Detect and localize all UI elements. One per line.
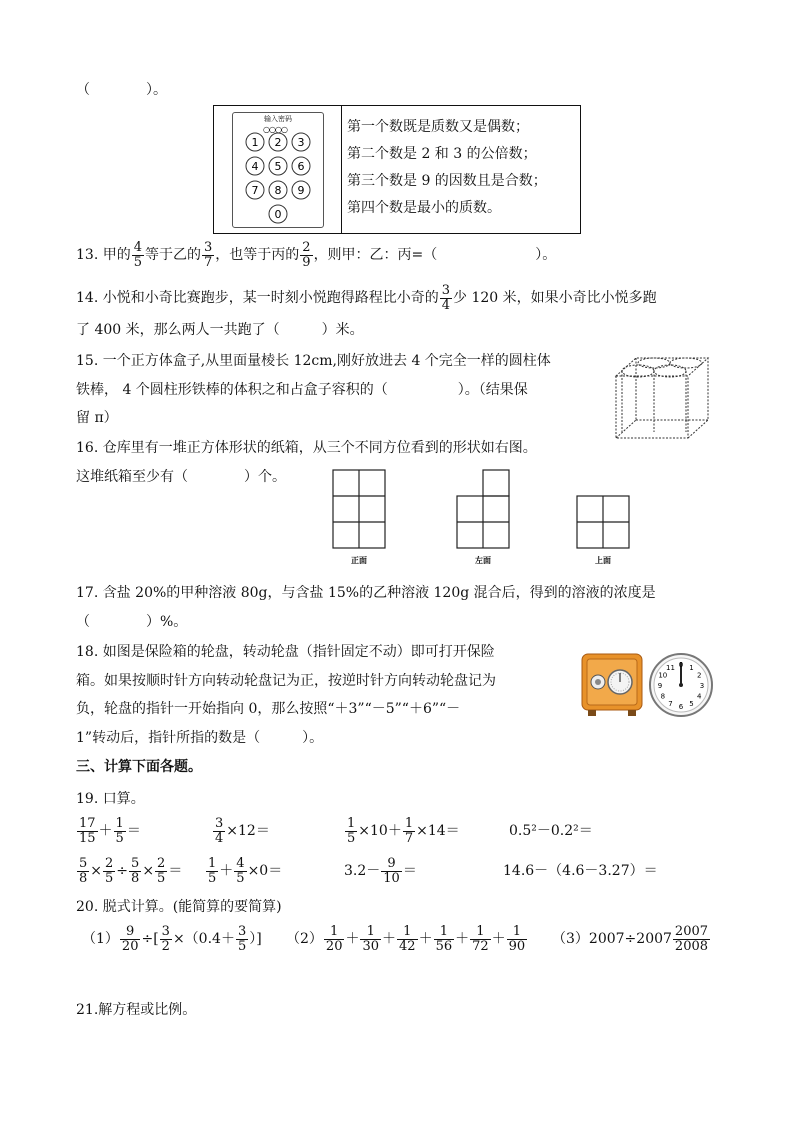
keypad-key-label: 2 <box>274 136 282 149</box>
keypad-key-label: 6 <box>297 160 305 173</box>
cube-cylinders-figure <box>608 352 716 444</box>
question-17-line1: 17. 含盐 20%的甲种溶液 80g，与含盐 15%的乙种溶液 120g 混合后，得到的溶液的浓度是 <box>76 585 656 601</box>
question-15-line2: 铁棒， 4 个圆柱形铁棒的体积之和占盒子容积的（ ）。（结果保 <box>76 382 528 398</box>
dial-number: 11 <box>666 663 675 672</box>
keypad-dots: ○○○○ <box>263 125 287 134</box>
keypad-key-label: 5 <box>274 160 282 173</box>
question-15-line3: 留 π） <box>76 410 118 426</box>
q20-part3: （3）2007÷2007 $\frac{2007}{2008}$ <box>552 923 709 954</box>
keypad-figure <box>213 105 581 234</box>
question-18-line4: 1”转动后，指针所指的数是（ ）。 <box>76 730 324 746</box>
clue-1: 第一个数既是质数又是偶数； <box>347 119 529 135</box>
keypad-key-label: 9 <box>297 184 305 197</box>
q19-r1c2: $\frac{3}{4}$ ×12＝ <box>215 815 270 846</box>
dial-number: 0 <box>678 661 684 669</box>
dial-number: 10 <box>658 671 668 680</box>
question-21-title: 21.解方程或比例。 <box>76 1002 197 1018</box>
dial-number: 5 <box>689 700 694 709</box>
dial-number: 3 <box>699 682 705 690</box>
view-label-left: 左面 <box>475 556 491 565</box>
q19-r2c4: 14.6－（4.6－3.27）＝ <box>503 863 658 879</box>
clue-4: 第四个数是最小的质数。 <box>347 200 501 216</box>
clue-3: 第三个数是 9 的因数且是合数； <box>347 173 547 189</box>
question-18-line1: 18. 如图是保险箱的轮盘，转动轮盘（指针固定不动）即可打开保险 <box>76 644 495 660</box>
dial-number: 2 <box>696 671 702 680</box>
q19-r2c2: $\frac{1}{5}$ ＋ $\frac{4}{5}$ ×0＝ <box>208 855 283 886</box>
q19-r2c3: 3.2－ $\frac{9}{10}$ ＝ <box>344 855 417 886</box>
dial-number: 1 <box>689 663 694 672</box>
safe-image <box>580 650 646 718</box>
section-3-title: 三、计算下面各题。 <box>76 759 202 775</box>
keypad-key-label: 4 <box>251 160 259 173</box>
question-14-line2: 了 400 米，那么两人一共跑了（ ）米。 <box>76 322 364 338</box>
q20-part1: （1） $\frac{9}{20}$ ÷[ $\frac{3}{2}$ ×（0.4＋ $\frac{3}{5}$ ）] <box>82 923 262 954</box>
view-label-front: 正面 <box>351 556 367 565</box>
question-16-line1: 16. 仓库里有一堆正方体形状的纸箱，从三个不同方位看到的形状如右图。 <box>76 440 537 456</box>
dial-number: 4 <box>696 692 702 701</box>
q20-part2: （2） $\frac{1}{20}$ ＋ $\frac{1}{30}$ ＋ $\frac{1}{42}$ ＋ $\frac{1}{56}$ ＋ $\frac{1}{72}$ ＋ $\frac{1}{90}$ <box>286 923 526 954</box>
q19-r1c3: $\frac{1}{5}$ ×10＋ $\frac{1}{7}$ ×14＝ <box>347 815 460 846</box>
question-20-title: 20. 脱式计算。(能简算的要简算) <box>76 899 282 915</box>
question-18-line2: 箱。如果按顺时针方向转动轮盘记为正，按逆时针方向转动轮盘记为 <box>76 673 496 689</box>
q19-r1c1: $\frac{17}{15}$ ＋ $\frac{1}{5}$ ＝ <box>79 815 141 846</box>
dial-number: 6 <box>678 703 684 711</box>
dial-number: 8 <box>660 692 666 701</box>
keypad-title: 输入密码 <box>264 115 292 123</box>
question-17-line2: （ ）%。 <box>76 614 188 630</box>
q19-r1c4: 0.5²－0.2²＝ <box>509 823 593 839</box>
keypad-key-label: 1 <box>251 136 259 149</box>
keypad-key-label: 3 <box>297 136 305 149</box>
clue-2: 第二个数是 2 和 3 的公倍数； <box>347 146 537 162</box>
question-16-line2: 这堆纸箱至少有（ ）个。 <box>76 469 286 485</box>
question-19-title: 19. 口算。 <box>76 791 145 807</box>
dial-image <box>648 652 714 718</box>
view-label-top: 上面 <box>595 556 611 565</box>
question-18-line3: 负，轮盘的指针一开始指向 0，那么按照“＋3”“－5”“＋6”“－ <box>76 701 461 717</box>
q19-r2c1: $\frac{5}{8}$ × $\frac{2}{5}$ ÷ $\frac{5}{8}$ × $\frac{2}{5}$ ＝ <box>79 855 183 886</box>
top-answer-line: （ ）。 <box>76 82 167 98</box>
keypad-key-label: 0 <box>274 208 282 221</box>
views-figure <box>325 466 645 570</box>
dial-number: 9 <box>657 682 663 690</box>
question-15-line1: 15. 一个正方体盒子,从里面量棱长 12cm,刚好放进去 4 个完全一样的圆柱体 <box>76 353 551 369</box>
question-13: 13. 甲的 $\frac{4}{5}$ 等于乙的 $\frac{3}{7}$ ，也等于丙的 $\frac{2}{9}$ ，则甲：乙：丙=（ ）。 <box>76 239 557 270</box>
keypad-key-label: 7 <box>251 184 259 197</box>
question-14: 14. 小悦和小奇比赛跑步，某一时刻小悦跑得路程比小奇的 $\frac{3}{4}$ 少 120 米，如果小奇比小悦多跑 <box>76 282 657 313</box>
keypad-keys <box>233 129 323 229</box>
keypad-key-label: 8 <box>274 184 282 197</box>
dial-number: 7 <box>668 700 673 709</box>
